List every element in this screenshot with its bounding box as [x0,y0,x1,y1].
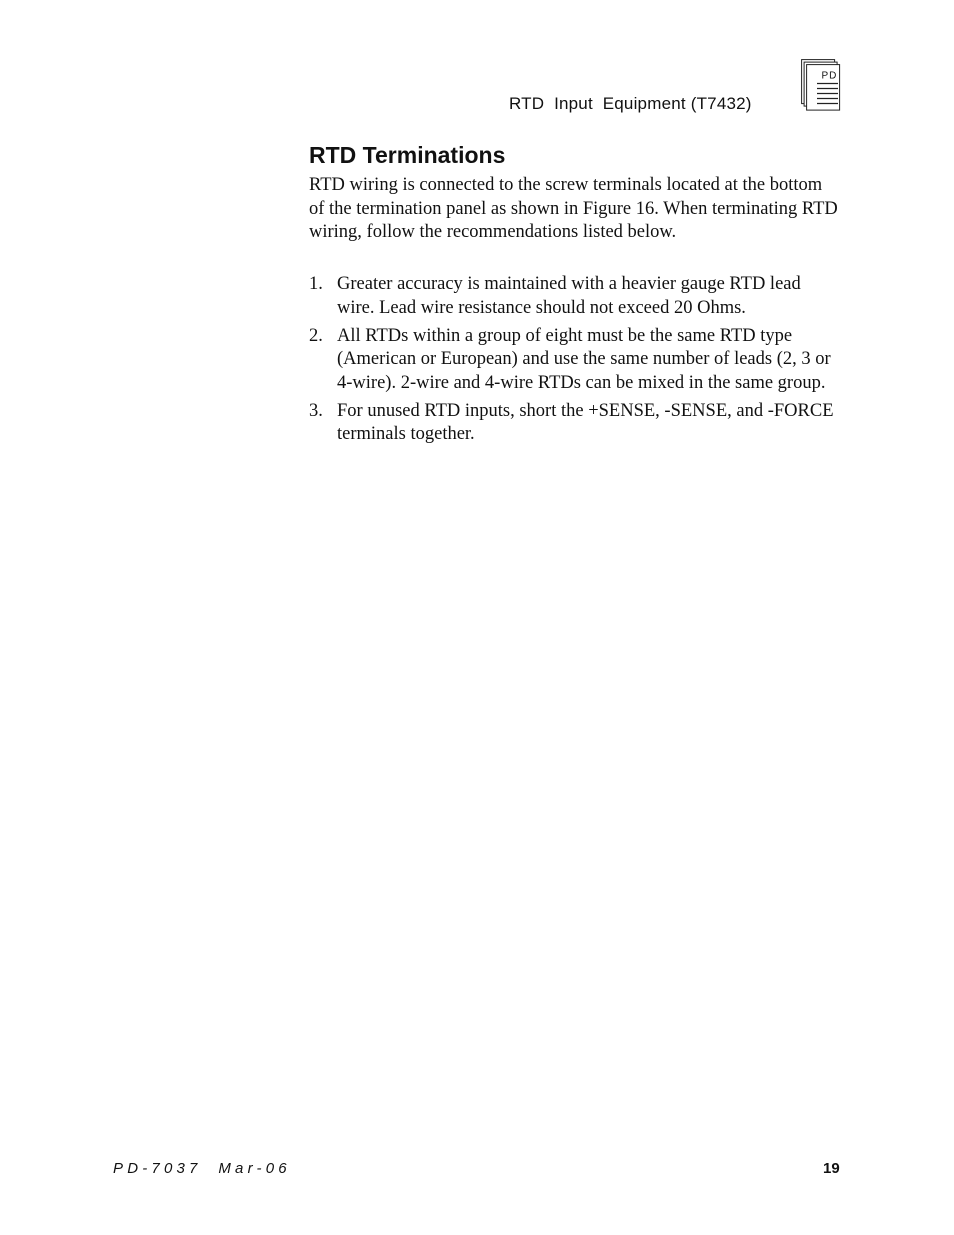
footer-page-number: 19 [823,1160,840,1177]
intro-paragraph: RTD wiring is connected to the screw terminals located at the bottom of the termination panel as shown in Figure 16. When terminating RTD wiring, follow the recommendations listed below. [309,175,838,242]
recommendations-list [309,273,841,451]
list-item-number: 3. [309,400,323,421]
list-item-number: 1. [309,274,323,294]
list-item-text: Greater accuracy is maintained with a heavier gauge RTD lead wire. Lead wire resistance should not exceed 20 Ohms. [337,274,801,318]
section-heading: RTD Terminations [309,142,506,168]
pd-logo-label: PD [821,70,838,82]
pd-document-icon [801,59,841,111]
list-item-text: All RTDs within a group of eight must be the same RTD type (American or European) and use the same number of leads (2, 3 or 4-wire). 2-wire and 4-wire RTDs can be mixed in the same group. [337,325,831,393]
list-item-text: For unused RTD inputs, short the +SENSE, -SENSE, and -FORCE terminals together. [337,400,834,444]
list-item [309,400,841,447]
running-header-title: RTD Input Equipment (T7432) [509,94,752,113]
list-item [309,325,841,396]
list-item-number: 2. [309,325,323,346]
footer-document-id: PD-7037 Mar-06 [113,1160,291,1177]
list-item [309,273,841,320]
